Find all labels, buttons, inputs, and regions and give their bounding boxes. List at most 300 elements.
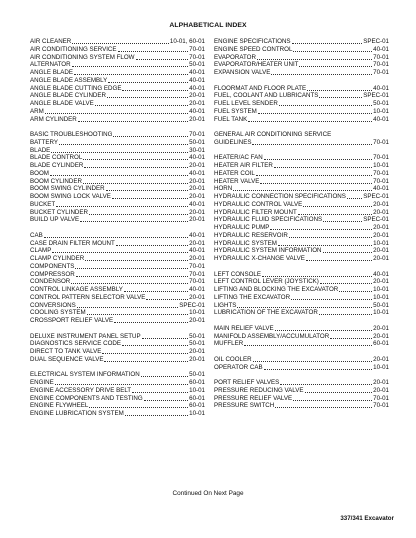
index-entry-page: 20-01	[189, 177, 205, 185]
index-entry-page: 20-01	[189, 162, 205, 169]
index-entry-label: ENGINE LUBRICATION SYSTEM	[30, 410, 124, 417]
index-entry[interactable]	[214, 364, 389, 372]
index-entry-page: 70-01	[189, 262, 205, 270]
index-spacer	[214, 123, 389, 131]
index-entry[interactable]	[214, 92, 389, 100]
index-entry[interactable]	[214, 131, 389, 139]
dot-leader	[271, 74, 372, 75]
index-entry-label: LUBRICATION OF THE EXCAVATOR	[214, 309, 318, 317]
index-entry-page: SPEC-01	[363, 193, 389, 200]
index-entry-label: ELECTRICAL SYSTEM INFORMATION	[30, 371, 140, 379]
dot-leader	[55, 384, 188, 385]
index-entry-page: 20-01	[373, 355, 389, 363]
index-entry[interactable]	[214, 333, 389, 341]
index-entry[interactable]	[214, 61, 389, 69]
index-entry-label: LIGHTS	[214, 301, 237, 309]
index-entry-page: 20-01	[373, 324, 389, 332]
index-entry[interactable]	[30, 294, 205, 302]
index-entry-page: 70-01	[373, 61, 389, 69]
index-entry[interactable]	[30, 61, 205, 69]
index-entry-page: 20-01	[189, 115, 205, 123]
index-entry-page: 20-01	[189, 100, 205, 107]
index-entry[interactable]	[214, 247, 389, 255]
index-entry[interactable]	[30, 100, 205, 108]
index-entry[interactable]	[30, 92, 205, 100]
index-entry-label: GENERAL AIR CONDITIONING SERVICE	[214, 131, 332, 138]
index-entry-label: HORN	[214, 185, 233, 193]
index-entry-label: BLADE CYLINDER	[30, 162, 84, 169]
index-entry-label: HEATER COIL	[214, 169, 255, 177]
index-entry[interactable]	[30, 340, 205, 348]
index-entry[interactable]	[214, 116, 389, 124]
dot-leader	[106, 190, 189, 191]
dot-leader	[257, 59, 372, 60]
dot-leader	[305, 392, 373, 393]
index-entry-label: DIAGNOSTICS SERVICE CODE	[30, 340, 121, 348]
dot-leader	[77, 307, 178, 308]
dot-leader	[118, 51, 189, 52]
index-entry[interactable]	[30, 108, 205, 116]
index-entry[interactable]	[30, 348, 205, 356]
index-entry[interactable]	[30, 69, 205, 77]
index-entry-page: 20-01	[373, 247, 389, 255]
index-entry-label: FUEL, COOLANT AND LUBRICANTS	[214, 92, 319, 100]
dot-leader	[122, 345, 188, 346]
dot-leader	[89, 214, 188, 215]
index-entry-label: PRESSURE SWITCH	[214, 402, 275, 410]
index-entry[interactable]	[214, 178, 389, 186]
index-entry-label: ENGINE FLYWHEEL	[30, 402, 89, 410]
dot-leader	[339, 291, 372, 292]
dot-leader	[293, 400, 372, 401]
dot-leader	[113, 136, 188, 137]
index-entry-label: BUILD UP VALVE	[30, 216, 80, 224]
index-entry-label: HEATER VALVE	[214, 177, 260, 185]
index-entry-label: BLADE	[30, 146, 51, 154]
index-entry-label: DUAL SEQUENCE VALVE	[30, 355, 104, 363]
index-entry-page: 20-01	[373, 231, 389, 239]
index-entry-page: 40-01	[373, 115, 389, 123]
index-entry[interactable]	[214, 185, 389, 193]
index-entry-page: 40-01	[373, 270, 389, 278]
index-entry[interactable]	[214, 170, 389, 178]
dot-leader	[264, 159, 372, 160]
dot-leader	[56, 206, 188, 207]
index-entry[interactable]	[30, 286, 205, 294]
index-entry-page: 20-01	[189, 193, 205, 200]
index-entry[interactable]	[214, 356, 389, 364]
index-entry-page: 50-01	[189, 61, 205, 69]
dot-leader	[72, 43, 169, 44]
index-entry[interactable]	[214, 54, 389, 62]
dot-leader	[319, 97, 362, 98]
index-entry-label: HYDRAULIC CONNECTION SPECIFICATIONS	[214, 193, 346, 200]
index-entry[interactable]	[30, 201, 205, 209]
index-entry-page: 20-01	[373, 278, 389, 286]
index-entry-page: 20-01	[189, 216, 205, 224]
index-entry-page: 50-01	[373, 301, 389, 309]
dot-leader	[275, 407, 372, 408]
index-entry[interactable]	[214, 69, 389, 77]
index-entry[interactable]	[214, 216, 389, 224]
index-entry-label: ENGINE SPECIFICATIONS	[214, 38, 291, 45]
index-entry[interactable]	[214, 402, 389, 410]
dot-leader	[84, 167, 188, 168]
index-spacer	[30, 224, 205, 232]
index-entry-label: HYDRAULIC PUMP	[214, 224, 270, 231]
index-entry[interactable]	[30, 162, 205, 170]
index-entry[interactable]	[214, 278, 389, 286]
index-entry-label: HEATER/AC FAN	[214, 154, 263, 162]
index-entry-page: 60-01	[189, 379, 205, 386]
index-entry-page: 20-01	[189, 208, 205, 216]
index-entry-page: 10-01	[373, 162, 389, 169]
dot-leader	[260, 183, 372, 184]
index-entry[interactable]	[214, 232, 389, 240]
index-entry[interactable]	[30, 77, 205, 85]
index-spacer	[214, 263, 389, 271]
index-entry-page: 40-01	[189, 231, 205, 239]
dot-leader	[291, 299, 372, 300]
dot-leader	[83, 159, 188, 160]
dot-leader	[146, 299, 188, 300]
dot-leader	[87, 314, 188, 315]
index-entry-label: CONTROL LINKAGE ASSEMBLY	[30, 286, 123, 293]
index-entry[interactable]	[214, 201, 389, 209]
index-entry-label: CAB	[30, 231, 43, 239]
index-entry-label: BOOM SWING LOCK VALVE	[30, 193, 111, 200]
dot-leader	[95, 105, 188, 106]
dot-leader	[104, 361, 188, 362]
dot-leader	[89, 407, 188, 408]
index-entry-label: CLAMP	[30, 247, 52, 255]
dot-leader	[102, 353, 188, 354]
index-entry-page: 70-01	[373, 169, 389, 177]
index-entry-page: 40-01	[189, 84, 205, 92]
index-entry-label: MUFFLER	[214, 340, 244, 348]
index-entry-page: 10-01	[373, 107, 389, 115]
index-entry-page: 10-01	[373, 286, 389, 293]
index-entry-page: 60-01	[373, 340, 389, 348]
index-entry-label: AIR CONDITIONING SERVICE	[30, 45, 117, 53]
index-entry[interactable]	[30, 46, 205, 54]
dot-leader	[141, 376, 189, 377]
index-entry[interactable]	[30, 278, 205, 286]
index-entry-page: 10-01	[373, 239, 389, 247]
index-entry[interactable]	[30, 185, 205, 193]
index-entry[interactable]	[30, 395, 205, 403]
index-entry[interactable]	[30, 232, 205, 240]
dot-leader	[107, 97, 188, 98]
index-entry[interactable]	[30, 178, 205, 186]
index-entry-label: HYDRAULIC RESERVOIR	[214, 231, 288, 239]
index-entry[interactable]	[30, 209, 205, 217]
index-entry-label: GUIDELINES	[214, 138, 252, 146]
index-entry[interactable]	[214, 154, 389, 162]
dot-leader	[142, 338, 189, 339]
index-spacer	[30, 325, 205, 333]
dot-leader	[122, 90, 188, 91]
index-entry-label: HYDRAULIC FILTER MOUNT	[214, 208, 297, 216]
index-entry[interactable]	[30, 139, 205, 147]
index-entry[interactable]	[214, 209, 389, 217]
index-entry[interactable]	[214, 46, 389, 54]
index-entry-label: CONDENSOR	[30, 278, 71, 286]
index-entry-page: 10-01	[189, 386, 205, 394]
index-entry-label: ENGINE COMPONENTS AND TESTING	[30, 394, 143, 402]
index-entry-page: SPEC-01	[363, 38, 389, 45]
index-entry[interactable]	[214, 255, 389, 263]
index-column-right	[214, 38, 389, 410]
index-entry-page: 20-01	[189, 355, 205, 363]
index-entry-page: 10-01	[189, 410, 205, 417]
index-column-left	[30, 38, 205, 418]
index-entry-label: AIR CLEANER	[30, 38, 72, 45]
index-entry[interactable]	[30, 387, 205, 395]
index-entry-page: 70-01	[189, 270, 205, 278]
index-entry[interactable]	[30, 147, 205, 155]
index-entry-page: 70-01	[189, 131, 205, 138]
index-entry-label: BUCKET	[30, 200, 56, 208]
index-entry[interactable]	[30, 240, 205, 248]
dot-leader	[80, 221, 188, 222]
dot-leader	[323, 252, 373, 253]
index-entry-page: 50-01	[189, 332, 205, 340]
index-entry-label: BUCKET CYLINDER	[30, 208, 88, 216]
index-entry-page: 40-01	[189, 154, 205, 162]
index-entry-label: EVAPORATOR/HEATER UNIT	[214, 61, 299, 69]
index-entry-label: CASE DRAIN FILTER MOUNT	[30, 239, 115, 247]
index-entry-label: LIFTING AND BLOCKING THE EXCAVATOR	[214, 286, 339, 293]
index-entry-page: 50-01	[189, 138, 205, 146]
dot-leader	[320, 283, 372, 284]
dot-leader	[256, 175, 372, 176]
index-entry-label: AIR CONDITIONING SYSTEM FLOW	[30, 53, 135, 61]
index-entry-label: ANGLE BLADE CUTTING EDGE	[30, 84, 122, 92]
index-spacer	[30, 123, 205, 131]
index-entry[interactable]	[30, 247, 205, 255]
dot-leader	[307, 90, 372, 91]
index-entry-page: 20-01	[373, 332, 389, 340]
index-entry[interactable]	[30, 317, 205, 325]
index-entry[interactable]	[214, 38, 389, 46]
continued-note: Continued On Next Page	[172, 490, 244, 497]
index-entry[interactable]	[214, 325, 389, 333]
index-entry-page: 20-01	[189, 239, 205, 247]
index-entry-label: COOLING SYSTEM	[30, 309, 86, 317]
index-entry[interactable]	[30, 402, 205, 410]
index-entry-label: HYDRAULIC X-CHANGE VALVE	[214, 255, 305, 262]
index-entry[interactable]	[214, 302, 389, 310]
index-entry-label: MAIN RELIEF VALVE	[214, 324, 274, 332]
dot-leader	[275, 330, 373, 331]
index-entry-label: HYDRAULIC CONTROL VALVE	[214, 200, 303, 208]
index-entry[interactable]	[214, 387, 389, 395]
dot-leader	[112, 198, 188, 199]
index-entry-label: ANGLE BLADE ASSEMBLY	[30, 76, 108, 84]
index-entry[interactable]	[30, 309, 205, 317]
dot-leader	[233, 190, 372, 191]
index-entry[interactable]	[214, 240, 389, 248]
dot-leader	[279, 105, 372, 106]
index-spacer	[214, 348, 389, 356]
index-entry-page: 40-01	[189, 76, 205, 84]
index-entry-page: 20-01	[189, 317, 205, 324]
index-entry[interactable]	[30, 255, 205, 263]
index-entry-label: COMPRESSOR	[30, 270, 75, 278]
index-entry-page: 20-01	[373, 200, 389, 208]
index-entry[interactable]	[214, 85, 389, 93]
index-entry-page: 20-01	[373, 386, 389, 394]
dot-leader	[319, 314, 372, 315]
index-entry[interactable]	[30, 379, 205, 387]
index-entry-label: CONTROL PATTERN SELECTOR VALVE	[30, 293, 146, 301]
dot-leader	[303, 206, 372, 207]
dot-leader	[136, 59, 189, 60]
index-entry-label: LEFT CONSOLE	[214, 270, 261, 278]
index-entry[interactable]	[214, 139, 389, 147]
index-entry-label: HEATER AIR FILTER	[214, 162, 273, 169]
index-entry-page: 20-01	[189, 185, 205, 193]
index-spacer	[214, 147, 389, 155]
index-entry-page: 60-01	[189, 394, 205, 402]
dot-leader	[237, 307, 372, 308]
index-entry-page: 20-01	[189, 348, 205, 355]
index-entry[interactable]	[30, 193, 205, 201]
index-entry[interactable]	[214, 294, 389, 302]
index-entry-label: BLADE CONTROL	[30, 154, 83, 162]
index-entry-label: CROSSPORT RELIEF VALVE	[30, 317, 114, 324]
index-entry-page: 50-01	[189, 340, 205, 348]
dot-leader	[114, 322, 188, 323]
dot-leader	[124, 291, 188, 292]
index-entry-label: BATTERY	[30, 138, 58, 146]
dot-leader	[252, 144, 372, 145]
index-entry-page: 70-01	[373, 177, 389, 185]
index-entry-page: 10-01	[373, 363, 389, 371]
index-entry[interactable]	[214, 108, 389, 116]
index-entry-page: 10-01	[189, 309, 205, 317]
index-entry-page: 40-01	[189, 200, 205, 208]
index-entry-page: 20-01	[373, 255, 389, 262]
index-entry-page: 40-01	[189, 247, 205, 255]
index-entry-label: FUEL LEVEL SENDER	[214, 100, 278, 107]
index-entry-label: ARM	[30, 107, 44, 115]
index-entry-page: 70-01	[373, 394, 389, 402]
index-entry[interactable]	[214, 193, 389, 201]
index-entry-label: BASIC TROUBLESHOOTING	[30, 131, 113, 138]
index-entry-label: PORT RELIEF VALVES	[214, 379, 280, 386]
index-entry-label: ENGINE SPEED CONTROL	[214, 45, 293, 53]
index-entry-page: 40-01	[189, 107, 205, 115]
index-entry[interactable]	[214, 309, 389, 317]
dot-leader	[244, 345, 372, 346]
index-entry-page: 40-01	[189, 69, 205, 76]
index-entry-page: 40-01	[189, 169, 205, 177]
index-entry-label: DIRECT TO TANK VALVE	[30, 348, 102, 355]
index-spacer	[214, 317, 389, 325]
dot-leader	[248, 121, 372, 122]
index-entry[interactable]	[30, 54, 205, 62]
index-entry[interactable]	[30, 38, 205, 46]
index-spacer	[30, 364, 205, 372]
index-entry[interactable]	[214, 100, 389, 108]
index-entry-page: 70-01	[189, 45, 205, 53]
index-entry-page: 70-01	[373, 154, 389, 162]
model-label: 337/341 Excavator	[340, 515, 394, 522]
index-entry[interactable]	[30, 356, 205, 364]
index-entry[interactable]	[30, 85, 205, 93]
dot-leader	[75, 268, 188, 269]
index-entry-label: CONVERSIONS	[30, 301, 76, 309]
index-entry-page: 20-01	[189, 255, 205, 262]
index-entry[interactable]	[30, 216, 205, 224]
index-entry[interactable]	[214, 162, 389, 170]
index-entry[interactable]	[30, 271, 205, 279]
index-entry[interactable]	[214, 340, 389, 348]
index-entry-label: HYDRAULIC SYSTEM	[214, 239, 277, 247]
index-entry[interactable]	[30, 263, 205, 271]
index-entry-page: 70-01	[373, 69, 389, 76]
dot-leader	[289, 237, 372, 238]
index-entry[interactable]	[214, 379, 389, 387]
index-entry[interactable]	[30, 333, 205, 341]
dot-leader	[51, 152, 188, 153]
index-entry[interactable]	[214, 395, 389, 403]
index-entry-page: 20-01	[373, 224, 389, 231]
index-entry[interactable]	[30, 116, 205, 124]
index-entry[interactable]	[30, 131, 205, 139]
index-entry-label: ALTERNATOR	[30, 61, 71, 69]
index-entry-page: 50-01	[189, 371, 205, 379]
index-entry-page: 10-01	[373, 309, 389, 317]
dot-leader	[74, 74, 188, 75]
index-spacer	[214, 77, 389, 85]
dot-leader	[292, 43, 363, 44]
dot-leader	[258, 113, 372, 114]
index-entry-label: HYDRAULIC SYSTEM INFORMATION	[214, 247, 322, 255]
index-entry[interactable]	[214, 286, 389, 294]
dot-leader	[274, 167, 372, 168]
index-entry[interactable]	[30, 154, 205, 162]
index-entry[interactable]	[30, 410, 205, 418]
dot-leader	[280, 384, 372, 385]
index-entry-label: EXPANSION VALVE	[214, 69, 271, 76]
dot-leader	[71, 283, 188, 284]
index-entry-page: 20-01	[189, 293, 205, 301]
index-entry-page: 40-01	[373, 185, 389, 193]
index-entry[interactable]	[30, 170, 205, 178]
index-entry-label: EVAPORATOR	[214, 53, 256, 61]
index-entry-page: 70-01	[373, 402, 389, 410]
dot-leader	[144, 400, 189, 401]
index-entry-label: DELUXE INSTRUMENT PANEL SETUP	[30, 332, 141, 340]
dot-leader	[76, 276, 188, 277]
dot-leader	[262, 276, 372, 277]
index-entry-page: 10-01, 60-01	[169, 38, 205, 45]
index-entry-label: BOOM SWING CYLINDER	[30, 185, 105, 193]
index-entry-label: MANIFOLD ASSEMBLY/ACCUMULATOR	[214, 332, 330, 340]
index-entry-page: 10-01	[373, 293, 389, 301]
index-entry-label: ENGINE ACCESSORY DRIVE BELT	[30, 386, 132, 394]
index-entry[interactable]	[214, 224, 389, 232]
index-entry[interactable]	[30, 371, 205, 379]
dot-leader	[85, 260, 188, 261]
dot-leader	[293, 51, 372, 52]
index-entry[interactable]	[30, 302, 205, 310]
index-entry[interactable]	[214, 271, 389, 279]
index-entry-label: HYDRAULIC FLUID SPECIFICATIONS	[214, 216, 323, 224]
